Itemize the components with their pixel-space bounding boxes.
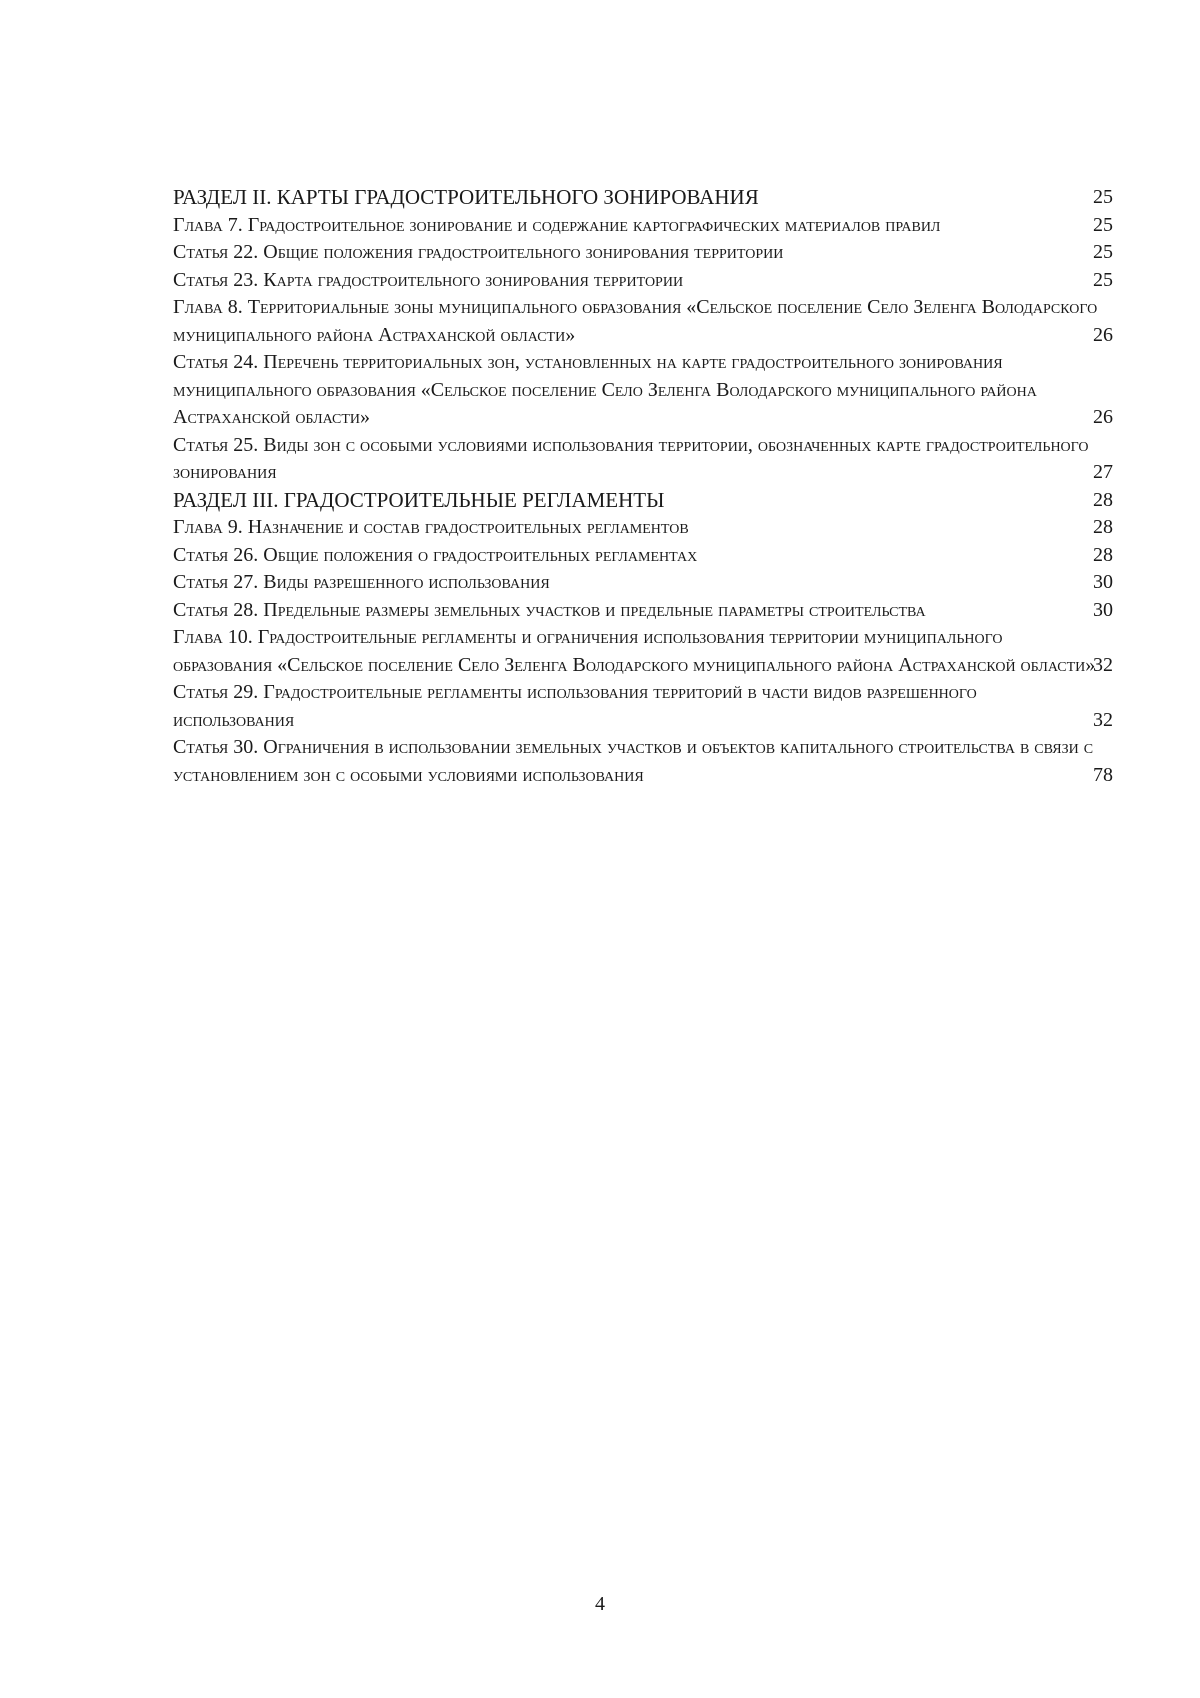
toc-entry-article xyxy=(173,349,1113,432)
toc-entry-section xyxy=(173,184,1113,212)
toc-entry-chapter xyxy=(173,514,1113,542)
toc-entry-article xyxy=(173,679,1113,734)
toc-entry-chapter xyxy=(173,624,1113,679)
toc-entry-page-number: 28 xyxy=(1093,488,1113,511)
toc-entry-title: РАЗДЕЛ II. КАРТЫ ГРАДОСТРОИТЕЛЬНОГО ЗОНИРОВАНИЯ xyxy=(173,185,759,209)
toc-entry-page-number: 25 xyxy=(1093,268,1113,291)
toc-entry-article xyxy=(173,569,1113,597)
toc-entry-title: Статья 29. Градостроительные регламенты использования территорий в части видов разрешенного использования xyxy=(173,681,977,731)
toc-entry-page-number: 32 xyxy=(1093,653,1113,676)
toc-entry-page-number: 25 xyxy=(1093,213,1113,236)
toc-entry-section xyxy=(173,487,1113,515)
toc-entry-article xyxy=(173,542,1113,570)
toc-entry-page-number: 30 xyxy=(1093,598,1113,621)
toc-entry-page-number: 30 xyxy=(1093,571,1113,593)
toc-entry-article xyxy=(173,432,1113,487)
toc-entry-title: Статья 22. Общие положения градостроительного зонирования территории xyxy=(173,241,784,263)
toc-entry-chapter xyxy=(173,294,1113,349)
toc-entry-title: Статья 28. Предельные размеры земельных участков и предельные параметры строительства xyxy=(173,598,926,621)
toc-entry-article xyxy=(173,239,1113,267)
toc-entry-title: Глава 10. Градостроительные регламенты и ограничения использования территории муниципального образования «Сельское поселение Село Зеленга Володарского муниципального района Астраханской области» xyxy=(173,626,1096,676)
toc-entry-article xyxy=(173,597,1113,625)
toc-entry-chapter xyxy=(173,212,1113,240)
toc-entry-page-number: 27 xyxy=(1093,461,1113,483)
toc-entry-title: Глава 8. Территориальные зоны муниципального образования «Сельское поселение Село Зеленга Володарского муниципального района Астраханской области» xyxy=(173,296,1098,346)
table-of-contents xyxy=(173,184,1113,789)
toc-entry-page-number: 25 xyxy=(1093,186,1113,208)
toc-entry-article xyxy=(173,267,1113,295)
toc-entry-article xyxy=(173,734,1113,789)
page-number: 4 xyxy=(595,1593,605,1615)
toc-entry-page-number: 26 xyxy=(1093,406,1113,428)
toc-entry-page-number: 78 xyxy=(1093,763,1113,786)
toc-entry-title: Статья 26. Общие положения о градостроительных регламентах xyxy=(173,543,698,566)
toc-entry-title: Статья 30. Ограничения в использовании земельных участков и объектов капитального строительства в связи с установлением зон с особыми условиями использования xyxy=(173,736,1094,786)
toc-entry-title: Статья 27. Виды разрешенного использования xyxy=(173,571,550,593)
toc-entry-title: Статья 24. Перечень территориальных зон, установленных на карте градостроительного зонирования муниципального образования «Сельское поселение Село Зеленга Володарского муниципального района Астраханской области» xyxy=(173,351,1037,428)
toc-entry-title: РАЗДЕЛ III. ГРАДОСТРОИТЕЛЬНЫЕ РЕГЛАМЕНТЫ xyxy=(173,487,665,512)
toc-entry-title: Глава 7. Градостроительное зонирование и содержание картографических материалов правил xyxy=(173,213,941,236)
toc-entry-page-number: 25 xyxy=(1093,241,1113,263)
toc-entry-page-number: 32 xyxy=(1093,708,1113,731)
toc-entry-title: Статья 23. Карта градостроительного зонирования территории xyxy=(173,268,684,291)
toc-entry-page-number: 28 xyxy=(1093,543,1113,566)
toc-entry-page-number: 26 xyxy=(1093,323,1113,346)
toc-entry-title: Статья 25. Виды зон с особыми условиями использования территории, обозначенных карте градостроительного зонирования xyxy=(173,433,1089,483)
toc-entry-title: Глава 9. Назначение и состав градостроительных регламентов xyxy=(173,516,689,538)
toc-entry-page-number: 28 xyxy=(1093,516,1113,538)
